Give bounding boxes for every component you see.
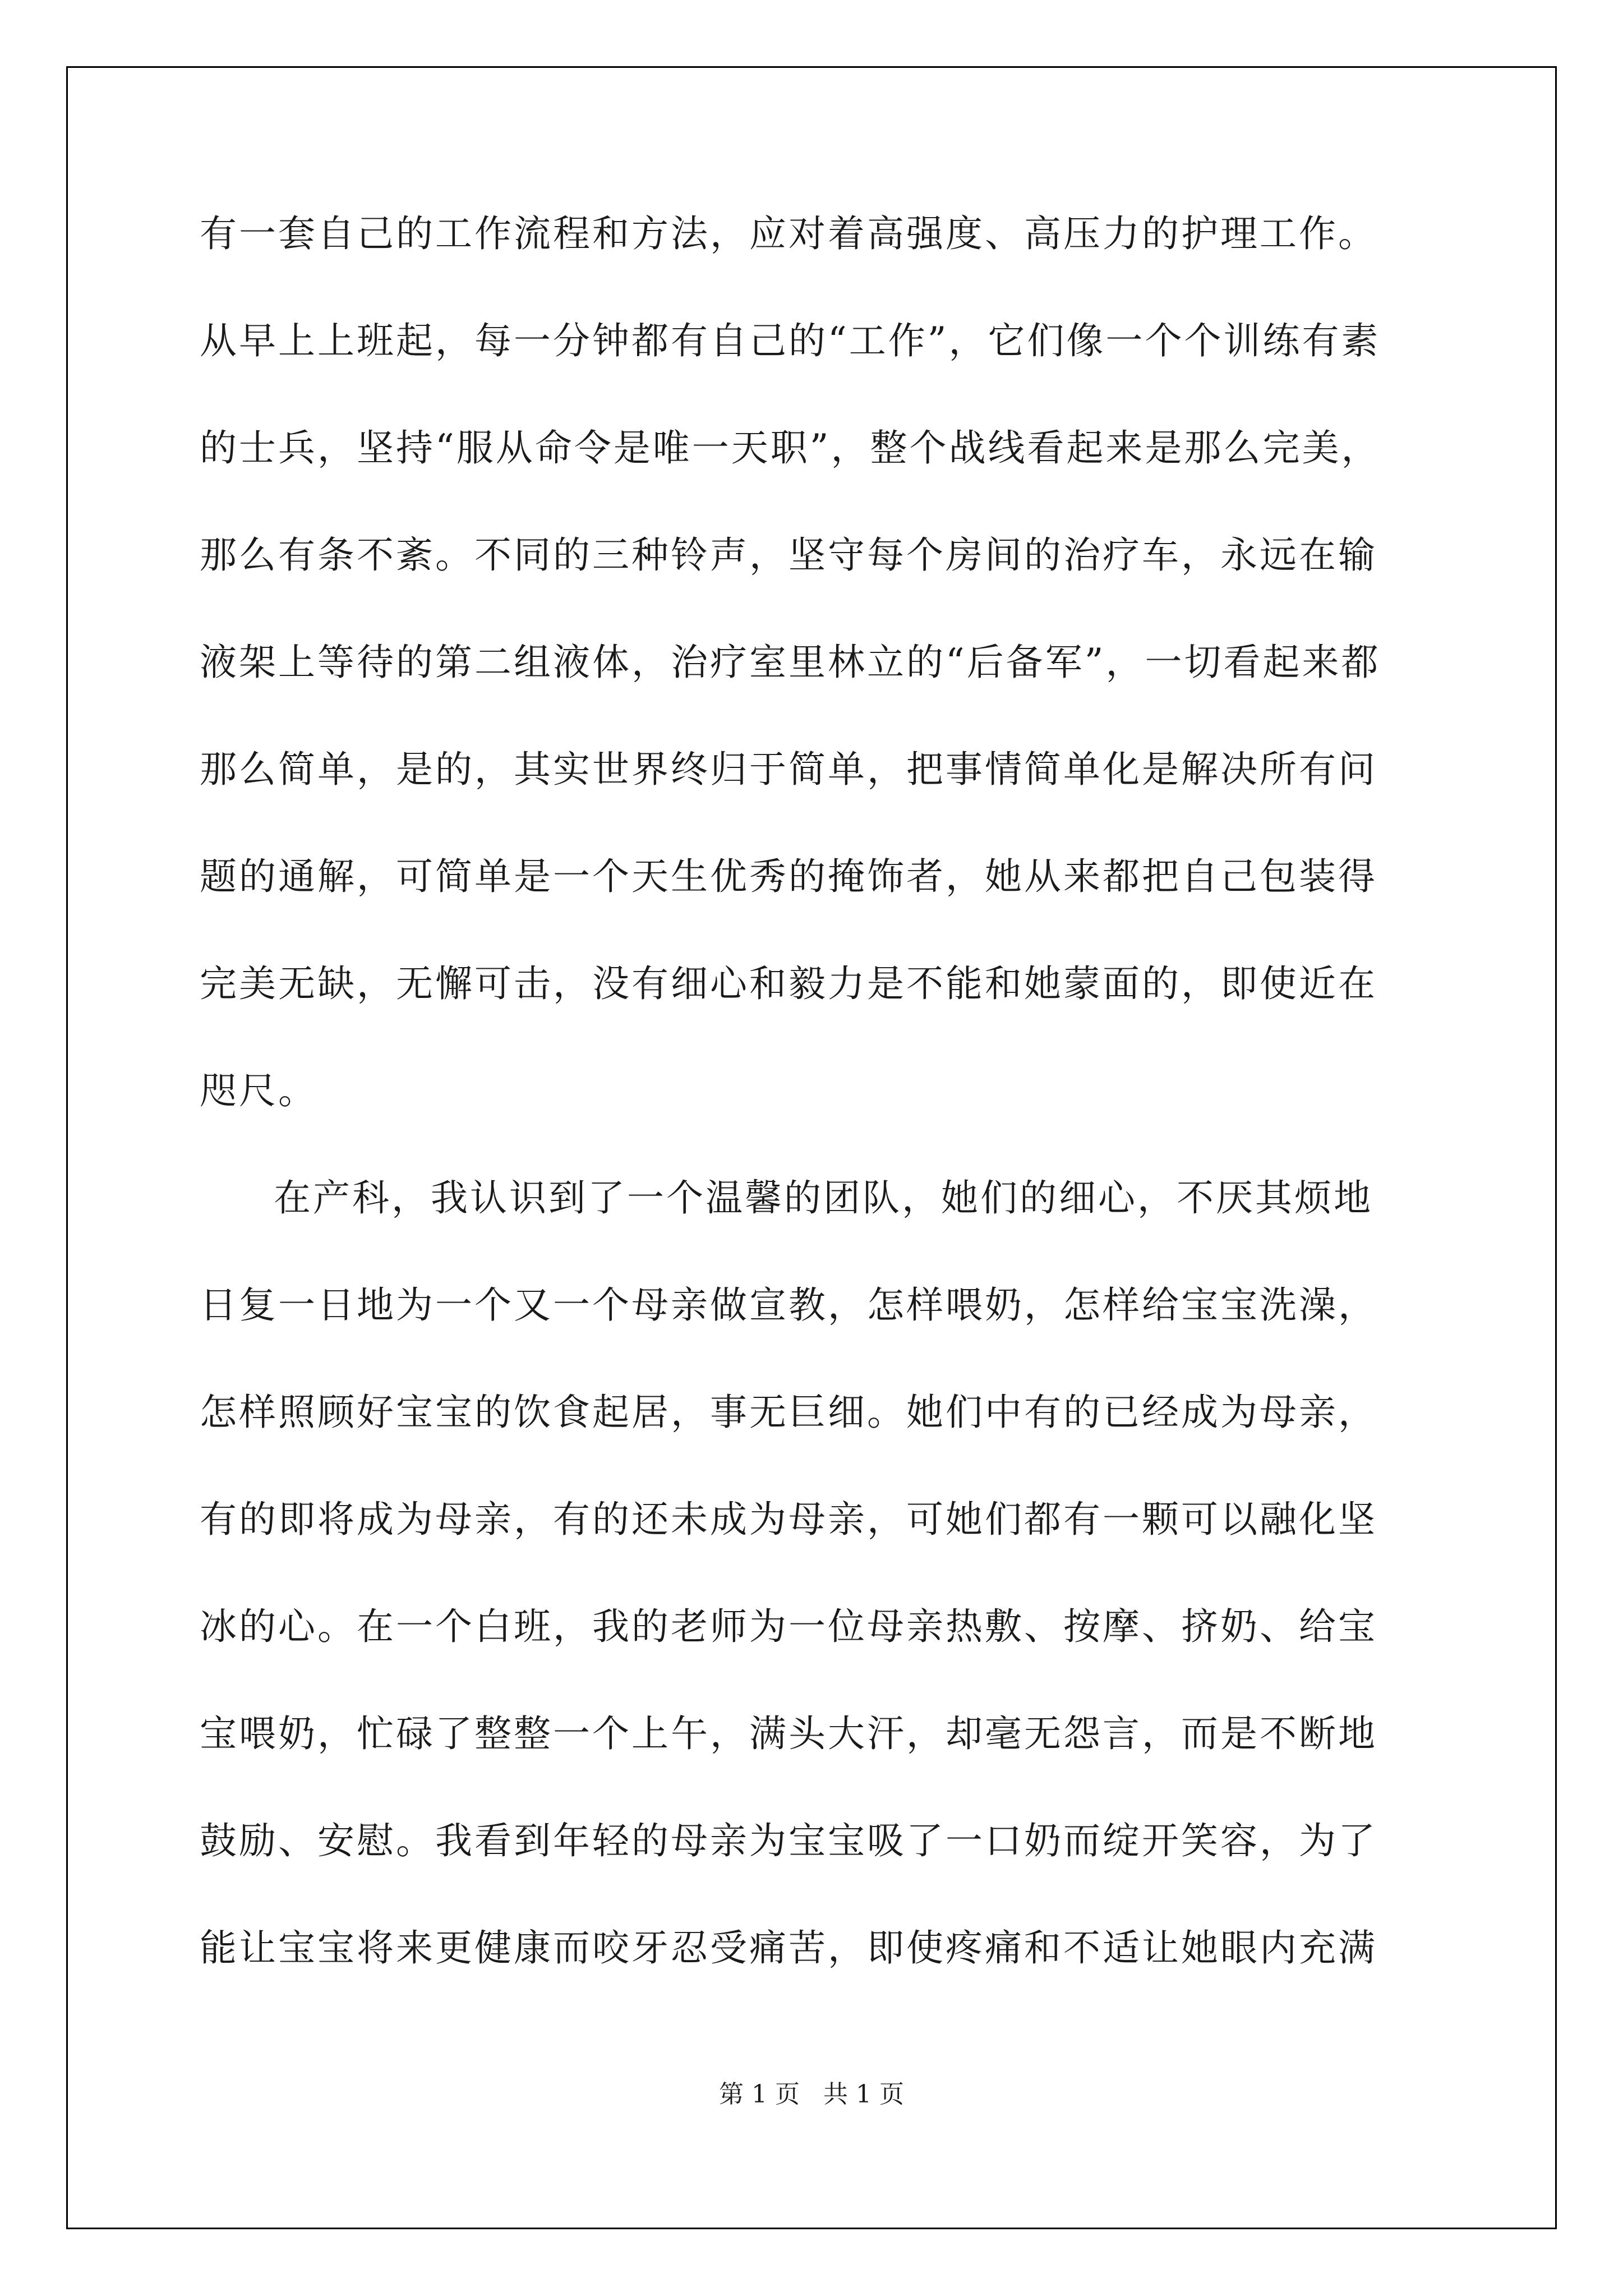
text-line: 的士兵，坚持“服从命令是唯一天职”，整个战线看起来是那么完美， bbox=[200, 426, 1381, 470]
text-line: 日复一日地为一个又一个母亲做宣教，怎样喂奶，怎样给宝宝洗澡， bbox=[200, 1283, 1377, 1327]
text-line: 题的通解，可简单是一个天生优秀的掩饰者，她从来都把自己包装得 bbox=[200, 855, 1377, 898]
text-line: 完美无缺，无懈可击，没有细心和毅力是不能和她蒙面的，即使近在 bbox=[200, 962, 1377, 1005]
text-line: 能让宝宝将来更健康而咬牙忍受痛苦，即使疼痛和不适让她眼内充满 bbox=[200, 1926, 1377, 1970]
text-line: 咫尺。 bbox=[200, 1069, 317, 1112]
page-number-footer: 第 1 页 共 1 页 bbox=[719, 2080, 904, 2109]
text-line: 那么简单，是的，其实世界终归于简单，把事情简单化是解决所有问 bbox=[200, 748, 1377, 791]
text-line: 冰的心。在一个白班，我的老师为一位母亲热敷、按摩、挤奶、给宝 bbox=[200, 1605, 1377, 1648]
text-line-paragraph-start: 在产科，我认识到了一个温馨的团队，她们的细心，不厌其烦地 bbox=[274, 1176, 1373, 1220]
text-line: 宝喂奶，忙碌了整整一个上午，满头大汗，却毫无怨言，而是不断地 bbox=[200, 1712, 1377, 1755]
text-line: 有一套自己的工作流程和方法，应对着高强度、高压力的护理工作。 bbox=[200, 212, 1377, 255]
text-line: 液架上等待的第二组液体，治疗室里林立的“后备军”，一切看起来都 bbox=[200, 641, 1381, 684]
text-line: 怎样照顾好宝宝的饮食起居，事无巨细。她们中有的已经成为母亲， bbox=[200, 1391, 1377, 1434]
text-line: 那么有条不紊。不同的三种铃声，坚守每个房间的治疗车，永远在输 bbox=[200, 533, 1377, 577]
text-line: 鼓励、安慰。我看到年轻的母亲为宝宝吸了一口奶而绽开笑容，为了 bbox=[200, 1819, 1377, 1862]
document-body bbox=[200, 209, 1439, 2030]
text-line: 从早上上班起，每一分钟都有自己的“工作”，它们像一个个训练有素 bbox=[200, 319, 1381, 362]
text-line: 有的即将成为母亲，有的还未成为母亲，可她们都有一颗可以融化坚 bbox=[200, 1498, 1377, 1541]
